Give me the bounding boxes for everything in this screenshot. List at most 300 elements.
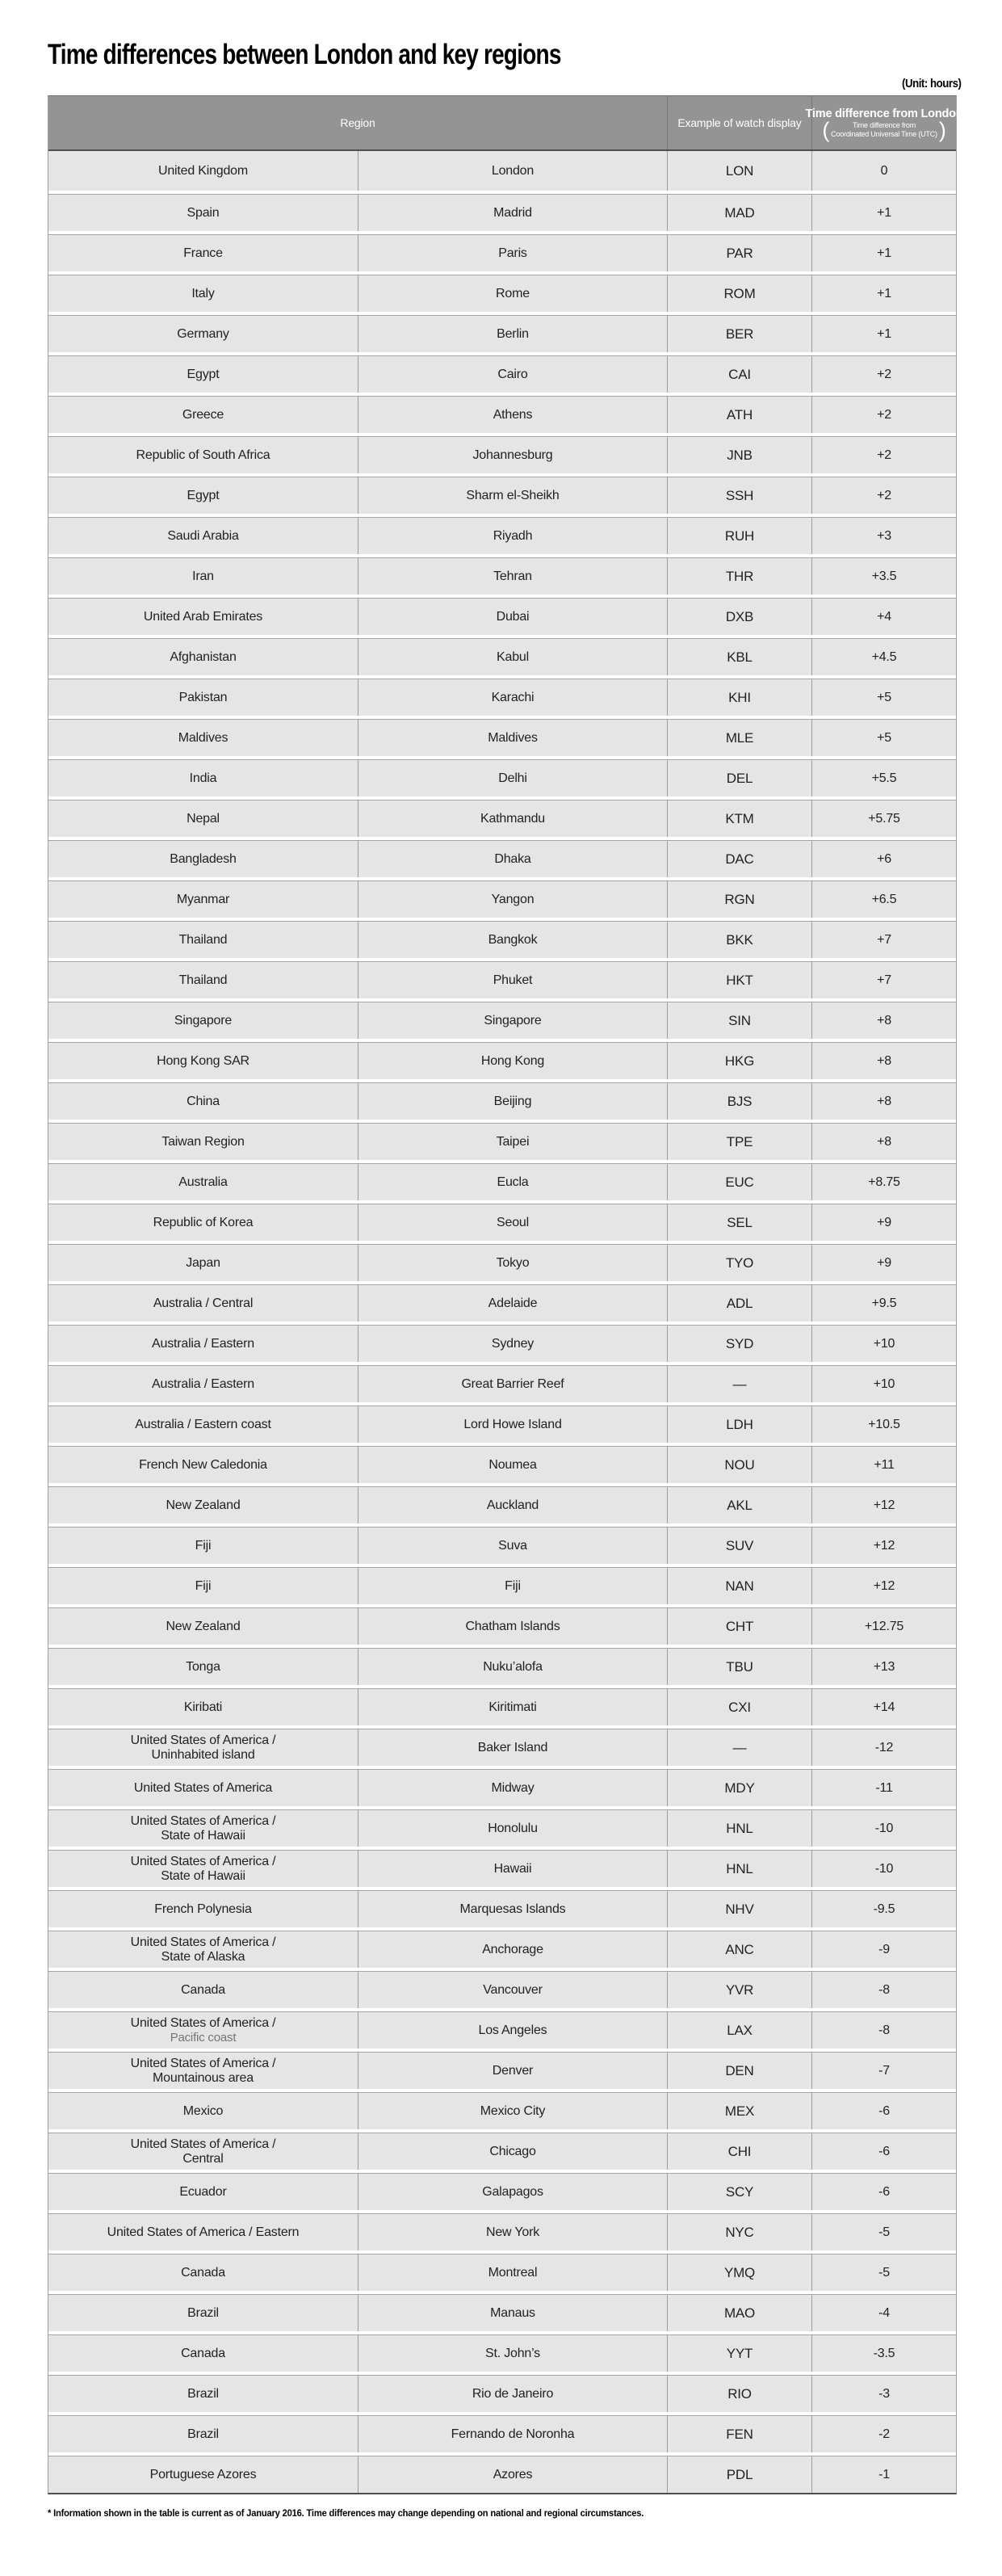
close-paren: ) — [938, 117, 946, 142]
code-cell: LDH — [668, 1406, 812, 1443]
time-diff-cell: +10 — [873, 1376, 895, 1391]
time-diff-cell: +8 — [877, 1094, 891, 1108]
region-cell — [48, 437, 358, 473]
city-cell: Great Barrier Reef — [358, 1366, 668, 1402]
code-cell: RUH — [668, 518, 812, 554]
table-row — [48, 436, 956, 473]
city-cell: Johannesburg — [358, 437, 668, 473]
code-cell: HKG — [668, 1043, 812, 1079]
region-cell — [48, 1770, 358, 1806]
city-cell: Chicago — [358, 2133, 668, 2170]
table-row — [48, 2254, 956, 2291]
city-cell: Athens — [358, 397, 668, 433]
table-row — [48, 1890, 956, 1927]
header-time-difference-title: Time difference from London — [805, 107, 963, 120]
region-line1: Thailand — [178, 973, 228, 987]
time-diff-cell: +4.5 — [871, 649, 897, 664]
region-cell — [48, 195, 358, 231]
city-cell: Kathmandu — [358, 801, 668, 837]
region-cell — [48, 235, 358, 271]
city-cell: Lord Howe Island — [358, 1406, 668, 1443]
city-cell: Maldives — [358, 720, 668, 756]
header-time-difference — [805, 96, 963, 149]
table-row — [48, 2052, 956, 2089]
region-line1: United Kingdom — [157, 163, 249, 178]
time-diff-cell: +12 — [873, 1578, 895, 1593]
city-cell: Azores — [358, 2456, 668, 2493]
time-diff-cell: -10 — [874, 1821, 894, 1835]
header-watch-display: Example of watch display — [668, 96, 812, 149]
code-cell: MLE — [668, 720, 812, 756]
code-cell: TBU — [668, 1649, 812, 1685]
region-cell — [48, 1972, 358, 2008]
code-cell: CAI — [668, 356, 812, 393]
code-cell: HNL — [668, 1851, 812, 1887]
region-line1: China — [187, 1094, 220, 1108]
region-line1: Pakistan — [178, 690, 228, 704]
table-row — [48, 719, 956, 756]
region-cell — [48, 316, 358, 352]
table-row — [48, 1607, 956, 1645]
table-row — [48, 1284, 956, 1322]
code-cell: NYC — [668, 2214, 812, 2250]
table-header-row — [48, 96, 963, 151]
region-cell — [48, 1204, 358, 1241]
table-row — [48, 2375, 956, 2412]
time-diff-cell: +1 — [877, 286, 891, 300]
region-line2: Pacific coast — [170, 2030, 237, 2044]
region-cell — [48, 962, 358, 998]
table-row — [48, 1486, 956, 1523]
time-diff-cell: -9 — [878, 1942, 890, 1956]
time-diff-cell: -1 — [878, 2467, 890, 2481]
code-cell: NOU — [668, 1447, 812, 1483]
code-cell: DAC — [668, 841, 812, 877]
region-line1: United States of America / — [130, 1935, 276, 1949]
region-cell — [48, 1366, 358, 1402]
region-cell — [48, 1326, 358, 1362]
code-cell: CXI — [668, 1689, 812, 1725]
city-cell: Tokyo — [358, 1245, 668, 1281]
region-cell — [48, 1487, 358, 1523]
city-cell: Kabul — [358, 639, 668, 675]
code-cell: YYT — [668, 2335, 812, 2372]
region-line1: Greece — [182, 407, 224, 422]
table-row — [48, 961, 956, 998]
city-cell: Seoul — [358, 1204, 668, 1241]
region-cell — [48, 2053, 358, 2089]
table-row — [48, 557, 956, 595]
code-cell: SEL — [668, 1204, 812, 1241]
city-cell: Suva — [358, 1528, 668, 1564]
table-row — [48, 477, 956, 514]
region-line1: Afghanistan — [170, 649, 237, 664]
region-cell — [48, 477, 358, 514]
time-diff-cell: -5 — [878, 2265, 890, 2280]
region-line1: United States of America / — [130, 1813, 276, 1828]
region-cell — [48, 2012, 358, 2049]
code-cell: NHV — [668, 1891, 812, 1927]
region-cell — [48, 639, 358, 675]
city-cell: Montreal — [358, 2255, 668, 2291]
region-line1: Germany — [177, 326, 229, 341]
table-row — [48, 1850, 956, 1887]
table-row — [48, 679, 956, 716]
region-cell — [48, 1729, 358, 1766]
time-diff-cell: +2 — [877, 407, 891, 422]
city-cell: Eucla — [358, 1164, 668, 1200]
table-row — [48, 1567, 956, 1604]
region-line1: United States of America / — [130, 2015, 276, 2030]
region-line1: Brazil — [187, 2386, 219, 2401]
time-diff-cell: +2 — [877, 488, 891, 502]
city-cell: Sharm el-Sheikh — [358, 477, 668, 514]
region-cell — [48, 881, 358, 918]
region-cell — [48, 1002, 358, 1039]
city-cell: Beijing — [358, 1083, 668, 1120]
table-row — [48, 2173, 956, 2210]
region-line1: United States of America / — [130, 2056, 276, 2070]
region-cell — [48, 1285, 358, 1322]
time-diff-cell: +12.75 — [864, 1619, 904, 1633]
region-line2: Mountainous area — [153, 2070, 254, 2085]
table-row — [48, 151, 956, 191]
city-cell: Auckland — [358, 1487, 668, 1523]
region-cell — [48, 1689, 358, 1725]
city-cell: Yangon — [358, 881, 668, 918]
code-cell: YMQ — [668, 2255, 812, 2291]
region-cell — [48, 518, 358, 554]
code-cell: FEN — [668, 2416, 812, 2452]
table-row — [48, 1244, 956, 1281]
city-cell: Sydney — [358, 1326, 668, 1362]
header-region: Region — [48, 96, 668, 149]
code-cell: HKT — [668, 962, 812, 998]
city-cell: Hawaii — [358, 1851, 668, 1887]
time-diff-cell: +3 — [877, 528, 891, 543]
code-cell: MDY — [668, 1770, 812, 1806]
code-cell: LON — [668, 151, 812, 191]
region-line1: United Arab Emirates — [143, 609, 263, 624]
region-line1: Bangladesh — [170, 851, 237, 866]
region-line1: Japan — [186, 1255, 220, 1270]
table-body — [48, 151, 956, 2493]
region-cell — [48, 2255, 358, 2291]
code-cell: PAR — [668, 235, 812, 271]
region-line1: Canada — [181, 2346, 225, 2360]
table-row — [48, 2092, 956, 2129]
city-cell: Hong Kong — [358, 1043, 668, 1079]
city-cell: St. John’s — [358, 2335, 668, 2372]
city-cell: Chatham Islands — [358, 1608, 668, 1645]
region-cell — [48, 2093, 358, 2129]
city-cell: Bangkok — [358, 922, 668, 958]
region-line1: Egypt — [187, 488, 220, 502]
region-line1: Saudi Arabia — [167, 528, 239, 543]
table-row — [48, 1688, 956, 1725]
code-cell: RIO — [668, 2376, 812, 2412]
city-cell: Delhi — [358, 760, 668, 796]
region-line1: Thailand — [178, 932, 228, 947]
time-diff-cell: +6.5 — [871, 892, 897, 906]
table-row — [48, 194, 956, 231]
table-row — [48, 2213, 956, 2250]
code-cell: JNB — [668, 437, 812, 473]
table-row — [48, 1648, 956, 1685]
region-cell — [48, 1810, 358, 1847]
table-row — [48, 1527, 956, 1564]
city-cell: Rio de Janeiro — [358, 2376, 668, 2412]
table-row — [48, 1082, 956, 1120]
city-cell: Midway — [358, 1770, 668, 1806]
city-cell: Vancouver — [358, 1972, 668, 2008]
open-paren: ( — [822, 117, 830, 142]
time-diff-cell: +12 — [873, 1538, 895, 1553]
code-cell: NAN — [668, 1568, 812, 1604]
utc-note-line1: Time difference from — [852, 121, 916, 129]
table-row — [48, 800, 956, 837]
time-diff-cell: -3 — [878, 2386, 890, 2401]
city-cell: Honolulu — [358, 1810, 668, 1847]
time-diff-cell: +11 — [874, 1457, 895, 1472]
table-row — [48, 2133, 956, 2170]
code-cell: MAD — [668, 195, 812, 231]
time-diff-cell: +9 — [877, 1215, 891, 1229]
region-line1: French New Caledonia — [139, 1457, 267, 1472]
city-cell: Karachi — [358, 679, 668, 716]
region-line2: State of Hawaii — [161, 1828, 245, 1843]
time-diff-cell: -4 — [878, 2305, 890, 2320]
table-row — [48, 1931, 956, 1968]
code-cell: DEN — [668, 2053, 812, 2089]
region-cell — [48, 1245, 358, 1281]
table-row — [48, 315, 956, 352]
region-line1: New Zealand — [166, 1498, 241, 1512]
table-row — [48, 2456, 956, 2493]
city-cell: Galapagos — [358, 2174, 668, 2210]
table-row — [48, 638, 956, 675]
code-cell: HNL — [668, 1810, 812, 1847]
region-cell — [48, 2335, 358, 2372]
city-cell: London — [358, 151, 668, 191]
city-cell: Phuket — [358, 962, 668, 998]
time-diff-cell: +9.5 — [871, 1296, 897, 1310]
region-cell — [48, 801, 358, 837]
time-diff-cell: +5 — [877, 730, 891, 745]
region-cell — [48, 1608, 358, 1645]
table-row — [48, 2011, 956, 2049]
region-line1: Italy — [191, 286, 215, 300]
region-line2: State of Hawaii — [161, 1868, 245, 1883]
region-cell — [48, 1649, 358, 1685]
code-cell: MAO — [668, 2295, 812, 2331]
region-cell — [48, 2133, 358, 2170]
region-line1: Ecuador — [179, 2184, 227, 2199]
code-cell: ROM — [668, 275, 812, 312]
table-row — [48, 1163, 956, 1200]
region-cell — [48, 558, 358, 595]
region-line2: Uninhabited island — [151, 1747, 255, 1762]
table-row — [48, 1123, 956, 1160]
region-cell — [48, 1406, 358, 1443]
time-diff-cell: +5.5 — [871, 771, 897, 785]
region-cell — [48, 356, 358, 393]
region-cell — [48, 720, 358, 756]
time-diff-cell: -10 — [874, 1861, 894, 1876]
time-diff-cell: +1 — [877, 326, 891, 341]
table-row — [48, 234, 956, 271]
region-line1: Canada — [181, 1982, 225, 1997]
city-cell: Nuku’alofa — [358, 1649, 668, 1685]
utc-note — [831, 121, 937, 138]
code-cell: THR — [668, 558, 812, 595]
time-diff-cell: +8 — [877, 1053, 891, 1068]
region-line1: United States of America — [133, 1780, 273, 1795]
city-cell: Manaus — [358, 2295, 668, 2331]
region-cell — [48, 151, 358, 191]
region-cell — [48, 2416, 358, 2452]
time-diff-cell: +1 — [877, 246, 891, 260]
header-time-difference-subtitle — [822, 117, 946, 142]
time-diff-cell: +3.5 — [871, 569, 897, 583]
region-cell — [48, 760, 358, 796]
time-diff-cell: +1 — [877, 205, 891, 220]
code-cell: SYD — [668, 1326, 812, 1362]
code-cell: KTM — [668, 801, 812, 837]
region-line1: Australia — [178, 1175, 228, 1189]
region-line1: Taiwan Region — [161, 1134, 245, 1149]
code-cell: ATH — [668, 397, 812, 433]
utc-note-line2: Coordinated Universal Time (UTC) — [831, 129, 937, 138]
time-diff-cell: -2 — [878, 2427, 890, 2441]
city-cell: Anchorage — [358, 1931, 668, 1968]
time-diff-cell: +9 — [877, 1255, 891, 1270]
unit-note: (Unit: hours) — [901, 77, 961, 90]
city-cell: Dubai — [358, 599, 668, 635]
time-diff-cell: -6 — [878, 2144, 890, 2158]
region-cell — [48, 1083, 358, 1120]
time-diff-cell: +8 — [877, 1013, 891, 1027]
table-row — [48, 1204, 956, 1241]
code-cell: ANC — [668, 1931, 812, 1968]
city-cell: Cairo — [358, 356, 668, 393]
region-line1: France — [183, 246, 223, 260]
city-cell: Fernando de Noronha — [358, 2416, 668, 2452]
time-diff-cell: +8.75 — [868, 1175, 900, 1189]
region-cell — [48, 679, 358, 716]
table-row — [48, 759, 956, 796]
region-line1: New Zealand — [166, 1619, 241, 1633]
region-line1: United States of America / — [130, 1854, 276, 1868]
region-cell — [48, 1528, 358, 1564]
region-cell — [48, 599, 358, 635]
region-line1: Myanmar — [176, 892, 230, 906]
code-cell: BER — [668, 316, 812, 352]
code-cell: ADL — [668, 1285, 812, 1322]
table-row — [48, 2294, 956, 2331]
region-line1: Iran — [192, 569, 214, 583]
time-diff-cell: +8 — [877, 1134, 891, 1149]
code-cell: DXB — [668, 599, 812, 635]
time-diff-cell: +10.5 — [868, 1417, 900, 1431]
city-cell: Riyadh — [358, 518, 668, 554]
table-row — [48, 396, 956, 433]
city-cell: Rome — [358, 275, 668, 312]
region-line1: Australia / Eastern — [152, 1336, 254, 1351]
city-cell: Taipei — [358, 1124, 668, 1160]
table-row — [48, 1446, 956, 1483]
footnote: * Information shown in the table is current as of January 2016. Time differences may change depending on national and regional circumstances. — [48, 2507, 644, 2519]
city-cell: Noumea — [358, 1447, 668, 1483]
region-cell — [48, 841, 358, 877]
region-line1: United States of America / — [130, 1733, 276, 1747]
region-cell — [48, 922, 358, 958]
table-row — [48, 1729, 956, 1766]
region-line1: Australia / Central — [153, 1296, 254, 1310]
time-diff-cell: +5.75 — [868, 811, 900, 826]
table-row — [48, 1406, 956, 1443]
code-cell: SCY — [668, 2174, 812, 2210]
code-cell: BJS — [668, 1083, 812, 1120]
region-line1: Mexico — [182, 2103, 224, 2118]
table-row — [48, 880, 956, 918]
time-diff-cell: -5 — [878, 2225, 890, 2239]
time-diff-cell: -8 — [878, 2023, 890, 2037]
city-cell: Kiritimati — [358, 1689, 668, 1725]
time-diff-cell: +14 — [873, 1700, 895, 1714]
city-cell: Madrid — [358, 195, 668, 231]
code-cell: KBL — [668, 639, 812, 675]
region-line2: Central — [182, 2151, 224, 2166]
code-cell: SUV — [668, 1528, 812, 1564]
table-row — [48, 840, 956, 877]
region-cell — [48, 397, 358, 433]
region-cell — [48, 2214, 358, 2250]
code-cell: — — [668, 1729, 812, 1766]
city-cell: Baker Island — [358, 1729, 668, 1766]
region-line1: Australia / Eastern — [152, 1376, 254, 1391]
time-diff-cell: -7 — [878, 2063, 890, 2078]
table-row — [48, 598, 956, 635]
time-diff-cell: +7 — [877, 973, 891, 987]
table-row — [48, 1809, 956, 1847]
region-line1: Kiribati — [183, 1700, 223, 1714]
region-line1: Australia / Eastern coast — [135, 1417, 271, 1431]
code-cell: SIN — [668, 1002, 812, 1039]
table-row — [48, 1365, 956, 1402]
region-cell — [48, 1568, 358, 1604]
region-line1: Egypt — [187, 367, 220, 381]
region-line1: French Polynesia — [154, 1902, 252, 1916]
region-cell — [48, 1043, 358, 1079]
city-cell: Tehran — [358, 558, 668, 595]
region-cell — [48, 2376, 358, 2412]
region-line1: Brazil — [187, 2427, 219, 2441]
time-diff-cell: +2 — [877, 367, 891, 381]
region-line1: Tonga — [186, 1659, 220, 1674]
region-line1: Spain — [187, 205, 220, 220]
code-cell: EUC — [668, 1164, 812, 1200]
time-diff-cell: +12 — [873, 1498, 895, 1512]
city-cell: Berlin — [358, 316, 668, 352]
region-line1: United States of America / — [130, 2137, 276, 2151]
table-row — [48, 517, 956, 554]
city-cell: Los Angeles — [358, 2012, 668, 2049]
code-cell: BKK — [668, 922, 812, 958]
region-cell — [48, 2295, 358, 2331]
time-diff-cell: -8 — [878, 1982, 890, 1997]
region-line1: Portuguese Azores — [149, 2467, 257, 2481]
